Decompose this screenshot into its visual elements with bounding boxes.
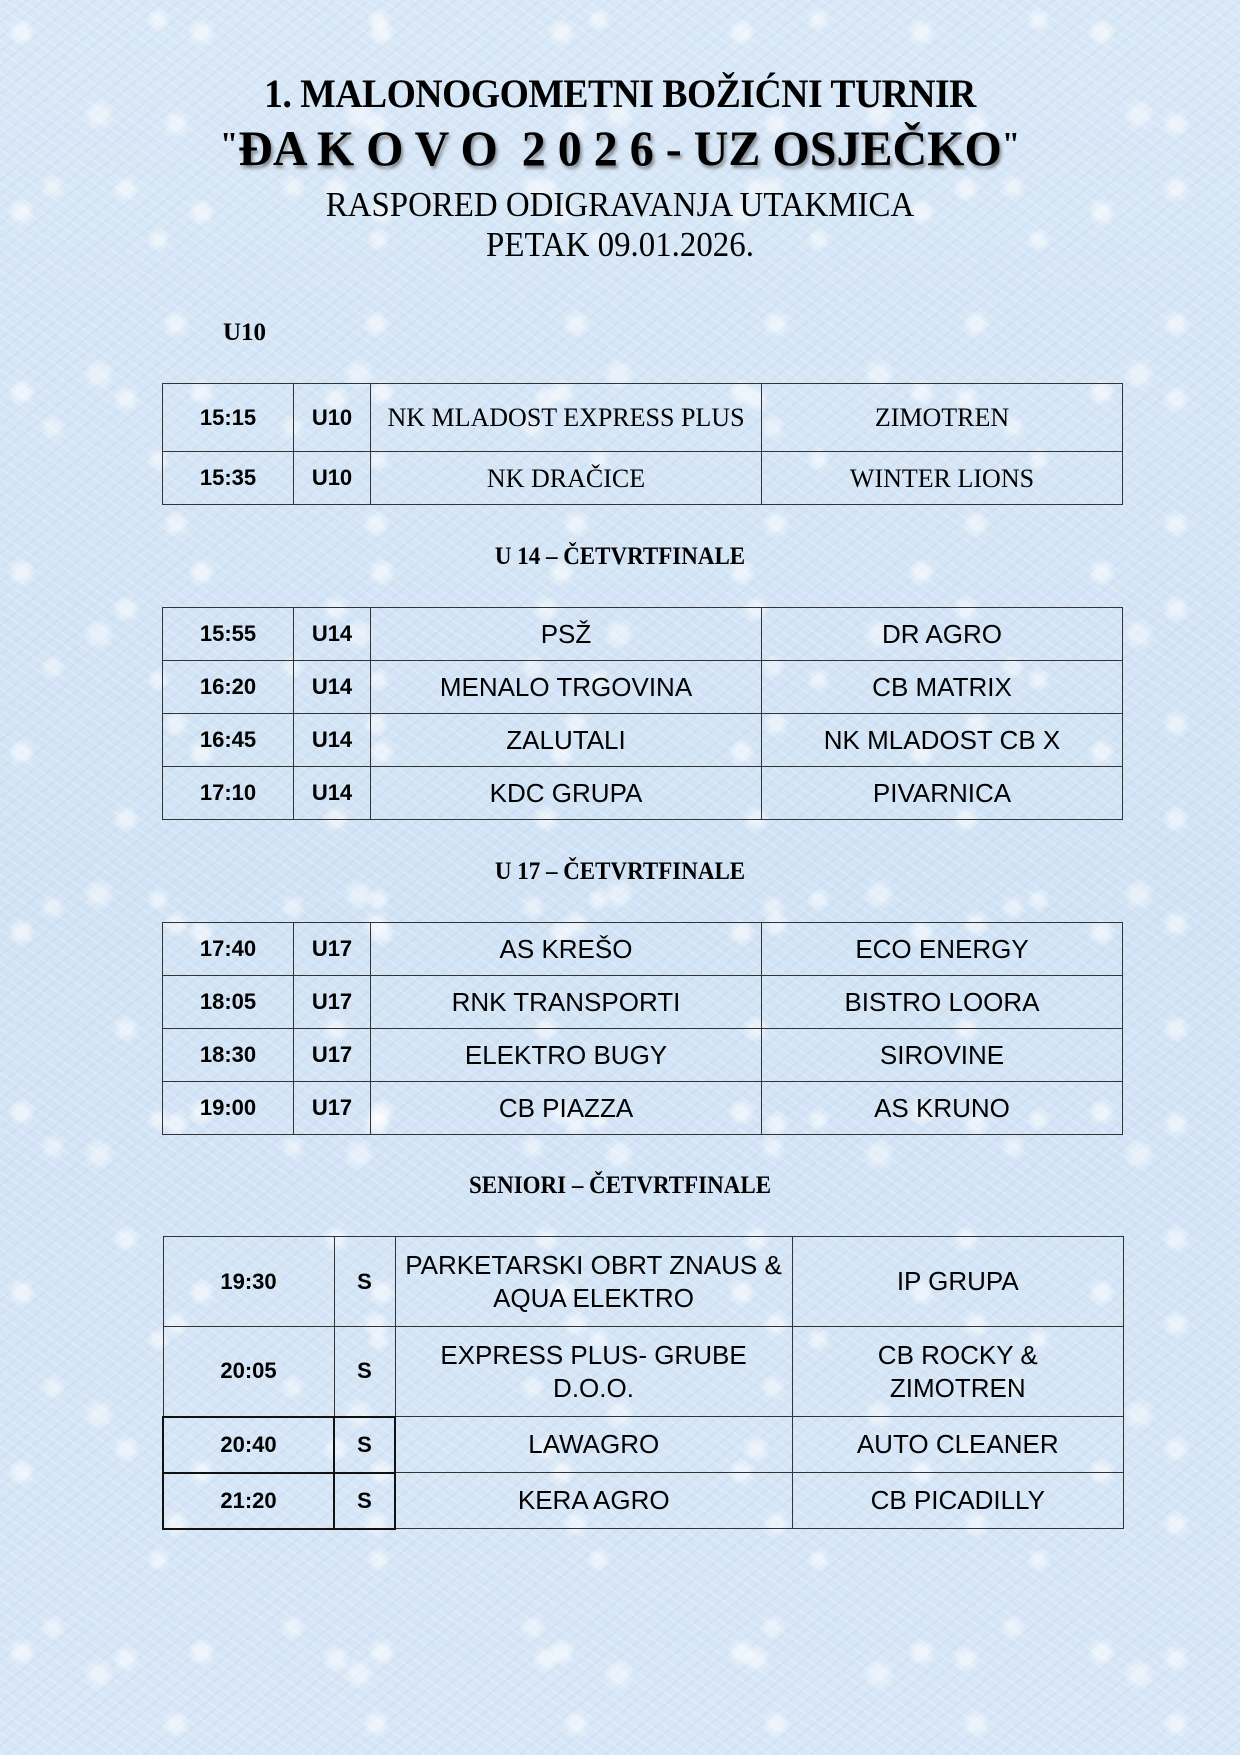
match-time: 21:20	[163, 1473, 334, 1529]
match-row	[163, 384, 1123, 452]
home-team: ELEKTRO BUGY	[371, 1029, 762, 1082]
match-category: U10	[294, 384, 371, 452]
home-team: PARKETARSKI OBRT ZNAUS & AQUA ELEKTRO	[395, 1237, 792, 1327]
schedule-table-u10	[162, 383, 1123, 505]
home-team: MENALO TRGOVINA	[371, 661, 762, 714]
home-team: CB PIAZZA	[371, 1082, 762, 1135]
match-category: U14	[294, 608, 371, 661]
away-team: NK MLADOST CB X	[762, 714, 1123, 767]
match-row	[163, 1473, 1124, 1529]
match-category: U14	[294, 767, 371, 820]
match-category: U17	[294, 1029, 371, 1082]
match-category: U17	[294, 923, 371, 976]
match-row	[163, 923, 1123, 976]
match-row	[163, 767, 1123, 820]
match-row	[163, 661, 1123, 714]
match-row	[163, 1082, 1123, 1135]
tournament-name-text: ĐA K O V O 2 0 2 6 - UZ OSJEČKO	[238, 120, 1002, 176]
away-team: CB PICADILLY	[792, 1473, 1124, 1529]
match-time: 16:45	[163, 714, 294, 767]
match-time: 15:55	[163, 608, 294, 661]
section-title-u17: U 17 – ČETVRTFINALE	[494, 858, 746, 885]
match-category: U10	[294, 452, 371, 505]
document-header	[0, 70, 1240, 265]
match-time: 19:00	[163, 1082, 294, 1135]
away-team: ECO ENERGY	[762, 923, 1123, 976]
match-category: S	[334, 1327, 395, 1417]
schedule-table-u17	[162, 922, 1123, 1135]
match-category: U17	[294, 976, 371, 1029]
match-time: 18:05	[163, 976, 294, 1029]
away-team: DR AGRO	[762, 608, 1123, 661]
away-team: IP GRUPA	[792, 1237, 1124, 1327]
home-team: KDC GRUPA	[371, 767, 762, 820]
tournament-title: 1. MALONOGOMETNI BOŽIĆNI TURNIR	[264, 71, 976, 116]
away-team: WINTER LIONS	[762, 452, 1123, 505]
quote-close: "	[1001, 126, 1020, 163]
home-team: LAWAGRO	[395, 1417, 792, 1473]
away-team: ZIMOTREN	[762, 384, 1123, 452]
away-team: AS KRUNO	[762, 1082, 1123, 1135]
home-team: NK DRAČICE	[371, 452, 762, 505]
match-row	[163, 608, 1123, 661]
match-category: S	[334, 1473, 395, 1529]
match-row	[163, 1237, 1124, 1327]
match-row	[163, 452, 1123, 505]
away-team: PIVARNICA	[762, 767, 1123, 820]
section-title-u10: U10	[223, 319, 267, 346]
match-row	[163, 976, 1123, 1029]
match-time: 17:10	[163, 767, 294, 820]
match-time: 20:05	[163, 1327, 334, 1417]
away-team: CB MATRIX	[762, 661, 1123, 714]
match-category: U14	[294, 661, 371, 714]
away-team: SIROVINE	[762, 1029, 1123, 1082]
away-team: BISTRO LOORA	[762, 976, 1123, 1029]
schedule-date: PETAK 09.01.2026.	[486, 225, 754, 264]
home-team: PSŽ	[371, 608, 762, 661]
home-team: ZALUTALI	[371, 714, 762, 767]
home-team: EXPRESS PLUS- GRUBE D.O.O.	[395, 1327, 792, 1417]
schedule-table-u14	[162, 607, 1123, 820]
match-row	[163, 1327, 1124, 1417]
section-title-seniori: SENIORI – ČETVRTFINALE	[468, 1172, 772, 1199]
home-team: AS KREŠO	[371, 923, 762, 976]
match-category: S	[334, 1417, 395, 1473]
match-time: 17:40	[163, 923, 294, 976]
match-time: 15:15	[163, 384, 294, 452]
schedule-subtitle: RASPORED ODIGRAVANJA UTAKMICA	[325, 185, 915, 224]
match-category: U14	[294, 714, 371, 767]
quote-open: "	[220, 126, 239, 163]
match-row	[163, 714, 1123, 767]
away-team: CB ROCKY & ZIMOTREN	[792, 1327, 1124, 1417]
match-category: U17	[294, 1082, 371, 1135]
home-team: RNK TRANSPORTI	[371, 976, 762, 1029]
match-time: 15:35	[163, 452, 294, 505]
match-time: 20:40	[163, 1417, 334, 1473]
match-time: 16:20	[163, 661, 294, 714]
match-time: 19:30	[163, 1237, 334, 1327]
match-category: S	[334, 1237, 395, 1327]
schedule-table-seniori	[162, 1236, 1124, 1530]
section-title-u14: U 14 – ČETVRTFINALE	[494, 543, 746, 570]
match-row	[163, 1029, 1123, 1082]
away-team: AUTO CLEANER	[792, 1417, 1124, 1473]
home-team: KERA AGRO	[395, 1473, 792, 1529]
match-time: 18:30	[163, 1029, 294, 1082]
tournament-name	[25, 116, 1215, 177]
home-team: NK MLADOST EXPRESS PLUS	[371, 384, 762, 452]
match-row	[163, 1417, 1124, 1473]
